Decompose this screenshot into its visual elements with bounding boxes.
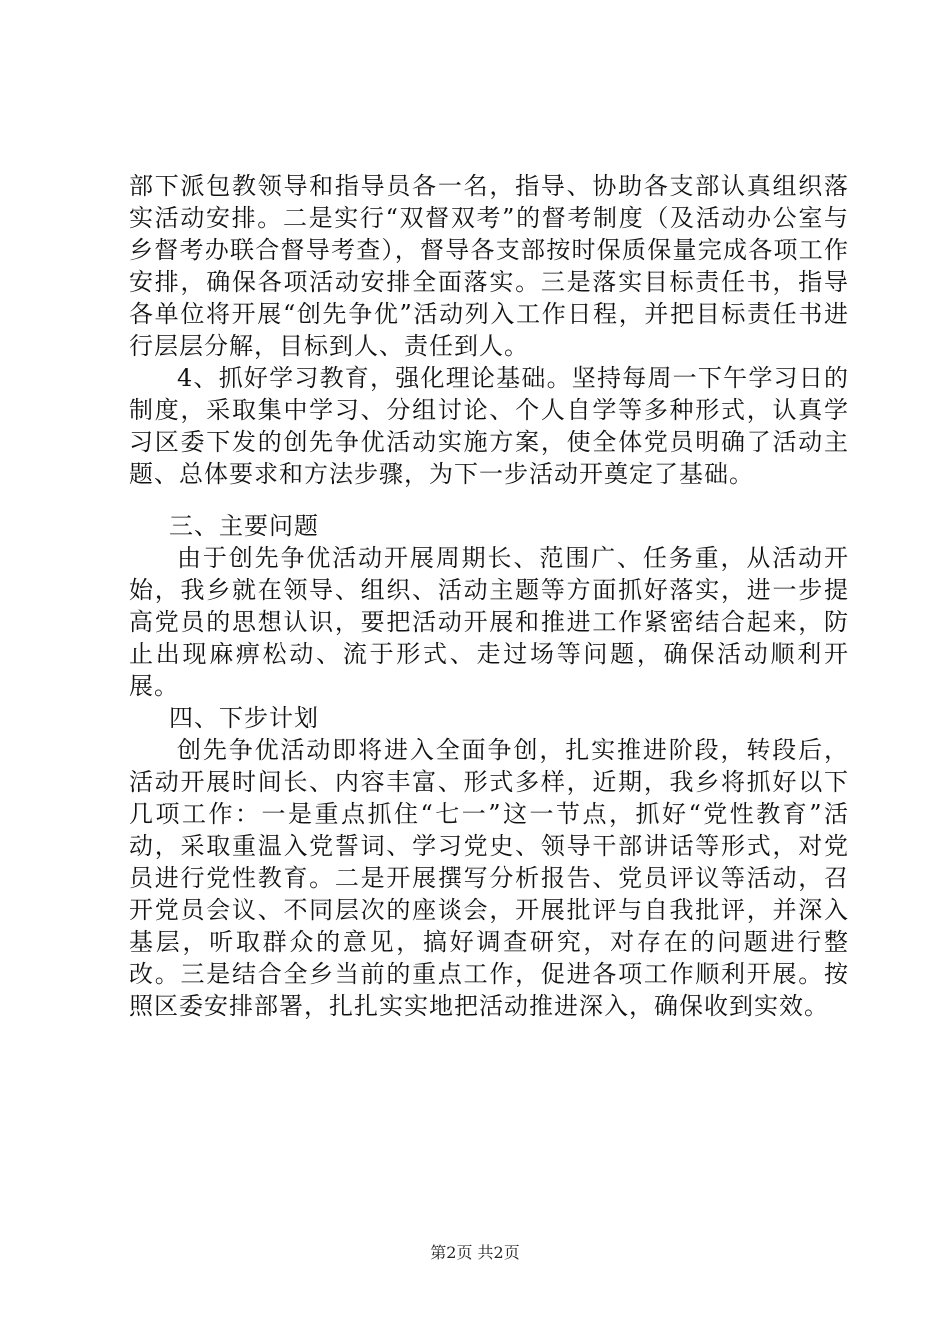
body-text-top: [129, 170, 849, 490]
paragraph-problems: 由于创先争优活动开展周期长、范围广、任务重，从活动开始，我乡就在领导、组织、活动主题等方面抓好落实，进一步提高党员的思想认识，要把活动开展和推进工作紧密结合起来，防止出现麻痹松动、流于形式、走过场等问题，确保活动顺利开展。: [129, 544, 849, 700]
page-number-footer: 第2页 共2页: [430, 1243, 520, 1262]
paragraph-plan: 创先争优活动即将进入全面争创，扎实推进阶段，转段后，活动开展时间长、内容丰富、形式多样，近期，我乡将抓好以下几项工作：一是重点抓住“七一”这一节点，抓好“党性教育”活动，采取重温入党誓词、学习党史、领导干部讲话等形式，对党员进行党性教育。二是开展撰写分析报告、党员评议等活动，召开党员会议、不同层次的座谈会，开展批评与自我批评，并深入基层，听取群众的意见，搞好调查研究，对存在的问题进行整改。三是结合全乡当前的重点工作，促进各项工作顺利开展。按照区委安排部署，扎扎实实地把活动推进深入，确保收到实效。: [129, 736, 849, 1020]
paragraph-continuation: 部下派包教领导和指导员各一名，指导、协助各支部认真组织落实活动安排。二是实行“双督双考”的督考制度（及活动办公室与乡督考办联合督导考查），督导各支部按时保质保量完成各项工作安排，确保各项活动安排全面落实。三是落实目标责任书，指导各单位将开展“创先争优”活动列入工作日程，并把目标责任书进行层层分解，目标到人、责任到人。: [129, 172, 849, 360]
section-heading-plan: 四、下步计划: [169, 704, 319, 732]
section-heading-problems: 三、主要问题: [169, 512, 319, 540]
body-text-sections: [129, 510, 849, 1022]
paragraph-item-4: 4、抓好学习教育，强化理论基础。坚持每周一下午学习日的制度，采取集中学习、分组讨论、个人自学等多种形式，认真学习区委下发的创先争优活动实施方案，使全体党员明确了活动主题、总体要求和方法步骤，为下一步活动开奠定了基础。: [129, 364, 849, 488]
